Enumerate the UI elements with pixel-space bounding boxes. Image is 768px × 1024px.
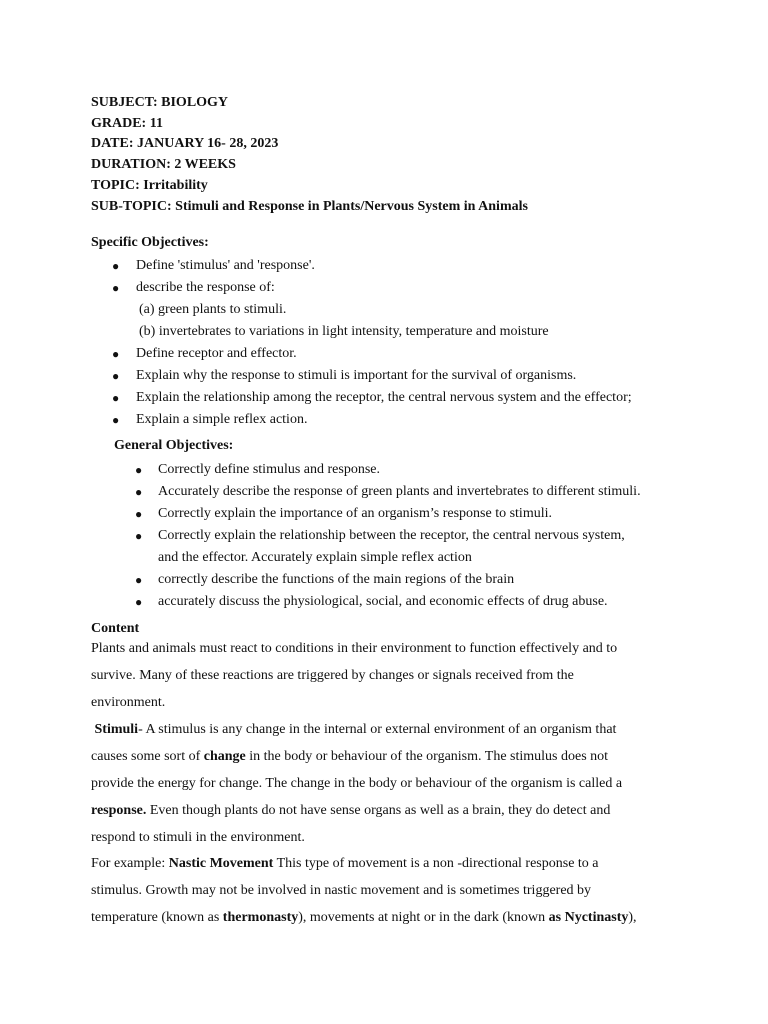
list-item: ● Explain a simple reflex action. bbox=[91, 409, 632, 431]
grade-line: GRADE: 11 bbox=[91, 115, 163, 131]
sub-list-item: (b) invertebrates to variations in light intensity, temperature and moisture bbox=[139, 324, 549, 339]
bullet-icon: ● bbox=[112, 391, 120, 405]
list-item: ● Explain why the response to stimuli is important for the survival of organisms. bbox=[91, 365, 632, 387]
bullet-icon: ● bbox=[135, 529, 143, 543]
topic-value: Irritability bbox=[139, 177, 208, 193]
general-objectives-list bbox=[114, 459, 641, 613]
topic-label: TOPIC: bbox=[91, 177, 140, 193]
bullet-icon: ● bbox=[135, 463, 143, 477]
subject-line: SUBJECT: BIOLOGY bbox=[91, 95, 229, 110]
general-objectives-heading: General Objectives: bbox=[114, 438, 234, 453]
bullet-icon: ● bbox=[135, 595, 143, 609]
subtopic-value: Stimuli and Response in Plants/Nervous System in Animals bbox=[171, 198, 528, 214]
sub-list-item: (a) green plants to stimuli. bbox=[139, 302, 287, 317]
bullet-icon: ● bbox=[135, 573, 143, 587]
content-heading: Content bbox=[91, 621, 140, 636]
bullet-icon: ● bbox=[112, 259, 120, 273]
intro-paragraph: Plants and animals must react to conditions in their environment to function effectively and to survive. Many of these reactions are triggered by changes or signals received from the environment. bbox=[91, 641, 618, 710]
list-item: ● Accurately describe the response of green plants and invertebrates to different stimuli. bbox=[114, 481, 641, 503]
list-item: ● Define 'stimulus' and 'response'. bbox=[91, 255, 632, 277]
bullet-icon: ● bbox=[135, 507, 143, 521]
document-header bbox=[91, 93, 528, 217]
specific-objectives-list bbox=[91, 255, 632, 431]
date-line: DATE: JANUARY 16- 28, 2023 bbox=[91, 136, 279, 152]
duration-line: DURATION: 2 WEEKS bbox=[91, 157, 236, 173]
bullet-icon: ● bbox=[112, 281, 120, 295]
list-item: ● Correctly explain the importance of an organism’s response to stimuli. bbox=[114, 503, 641, 525]
list-item: ● Correctly explain the relationship between the receptor, the central nervous system, and the effector. Accurately explain simple reflex action bbox=[114, 525, 641, 569]
topic-line bbox=[91, 176, 528, 197]
list-item: ● Define receptor and effector. bbox=[91, 343, 632, 365]
nastic-movement-term: Nastic Movement bbox=[168, 856, 274, 871]
stimuli-term: Stimuli bbox=[94, 722, 139, 737]
subtopic-label: SUB-TOPIC: bbox=[91, 198, 172, 214]
bullet-icon: ● bbox=[112, 413, 120, 427]
specific-objectives-heading: Specific Objectives: bbox=[91, 235, 209, 250]
bullet-icon: ● bbox=[112, 347, 120, 361]
list-item: ● accurately discuss the physiological, social, and economic effects of drug abuse. bbox=[114, 591, 641, 613]
subtopic-line bbox=[91, 197, 528, 218]
example-paragraph: For example: Nastic Movement This type of movement is a non -directional response to a stimulus. Growth may not be involved in nastic movement and is sometimes triggered by temperature (known as thermonasty), movements at night or in the dark (known as Nyctinasty), bbox=[91, 856, 637, 925]
list-item: ● describe the response of: bbox=[91, 277, 632, 299]
list-item: ● Explain the relationship among the receptor, the central nervous system and the effector; bbox=[91, 387, 632, 409]
bullet-icon: ● bbox=[112, 369, 120, 383]
stimuli-paragraph: Stimuli- A stimulus is any change in the internal or external environment of an organism that causes some sort of change in the body or behaviour of the organism. The stimulus does not provide the energy for change. The change in the body or behaviour of the organism is called a response. Even though plants do not have sense organs as well as a brain, they do detect and respond to stimuli in the environment. bbox=[91, 722, 623, 845]
bullet-icon: ● bbox=[135, 485, 143, 499]
list-item: ● Correctly define stimulus and response. bbox=[114, 459, 641, 481]
list-item: ● correctly describe the functions of the main regions of the brain bbox=[114, 569, 641, 591]
